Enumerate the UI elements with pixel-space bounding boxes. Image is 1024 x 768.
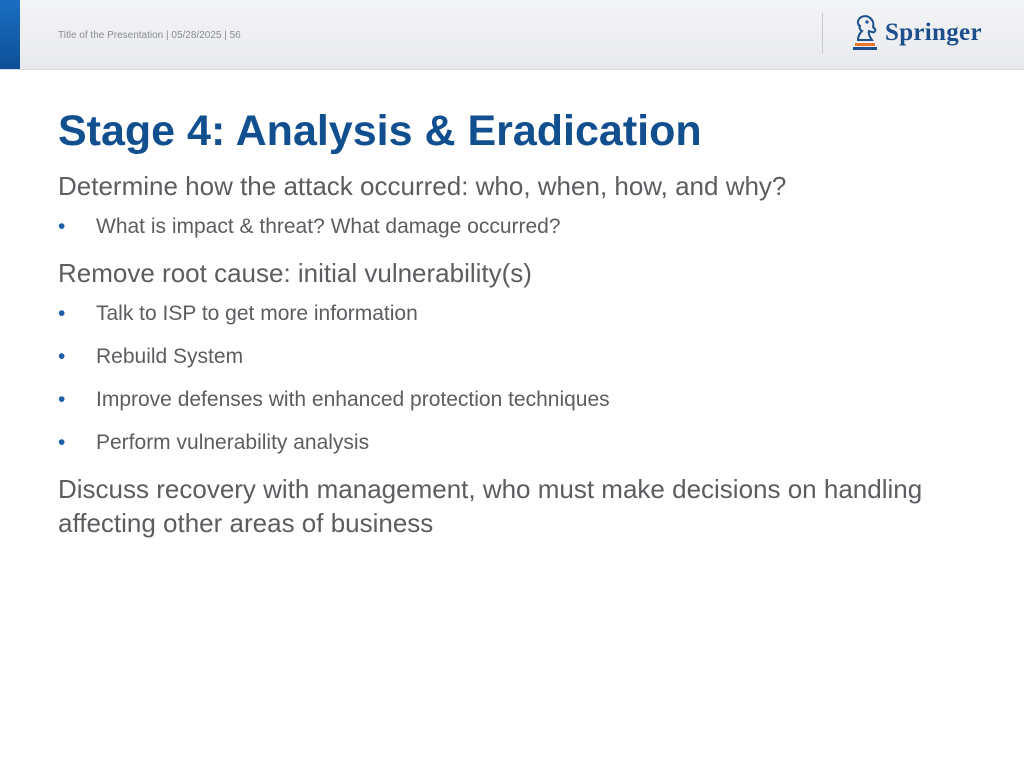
- header-meta-text: Title of the Presentation | 05/28/2025 | 56: [58, 30, 241, 41]
- springer-logo: [851, 14, 982, 52]
- springer-chess-knight-icon: [851, 15, 879, 51]
- bullet-dot-icon: •: [58, 431, 66, 454]
- bullet-item: [58, 300, 988, 328]
- bullet-text: Improve defenses with enhanced protection techniques: [96, 388, 610, 411]
- bullet-dot-icon: •: [58, 215, 66, 238]
- paragraph-remove-root-cause: Remove root cause: initial vulnerability(s): [58, 258, 532, 288]
- accent-strip: [0, 0, 20, 69]
- bullet-item: [58, 429, 988, 457]
- paragraph-determine-attack: Determine how the attack occurred: who, when, how, and why?: [58, 171, 787, 201]
- bullet-dot-icon: •: [58, 388, 66, 411]
- bullet-dot-icon: •: [58, 302, 66, 325]
- header-bar: [0, 0, 1024, 70]
- bullet-dot-icon: •: [58, 345, 66, 368]
- slide-title: Stage 4: Analysis & Eradication: [58, 107, 702, 155]
- paragraph-discuss-recovery: Discuss recovery with management, who must make decisions on handling affecting other areas of business: [58, 474, 923, 538]
- bullet-item: [58, 386, 988, 414]
- bullet-text: What is impact & threat? What damage occurred?: [96, 215, 561, 238]
- bullet-text: Perform vulnerability analysis: [96, 431, 370, 454]
- bullet-text: Talk to ISP to get more information: [96, 302, 418, 325]
- bullet-item: [58, 343, 988, 371]
- bullet-text: Rebuild System: [96, 345, 244, 368]
- header-divider: [822, 13, 823, 53]
- slide-body: [58, 169, 988, 550]
- bullet-item: [58, 213, 988, 241]
- logo-text: Springer: [885, 19, 982, 46]
